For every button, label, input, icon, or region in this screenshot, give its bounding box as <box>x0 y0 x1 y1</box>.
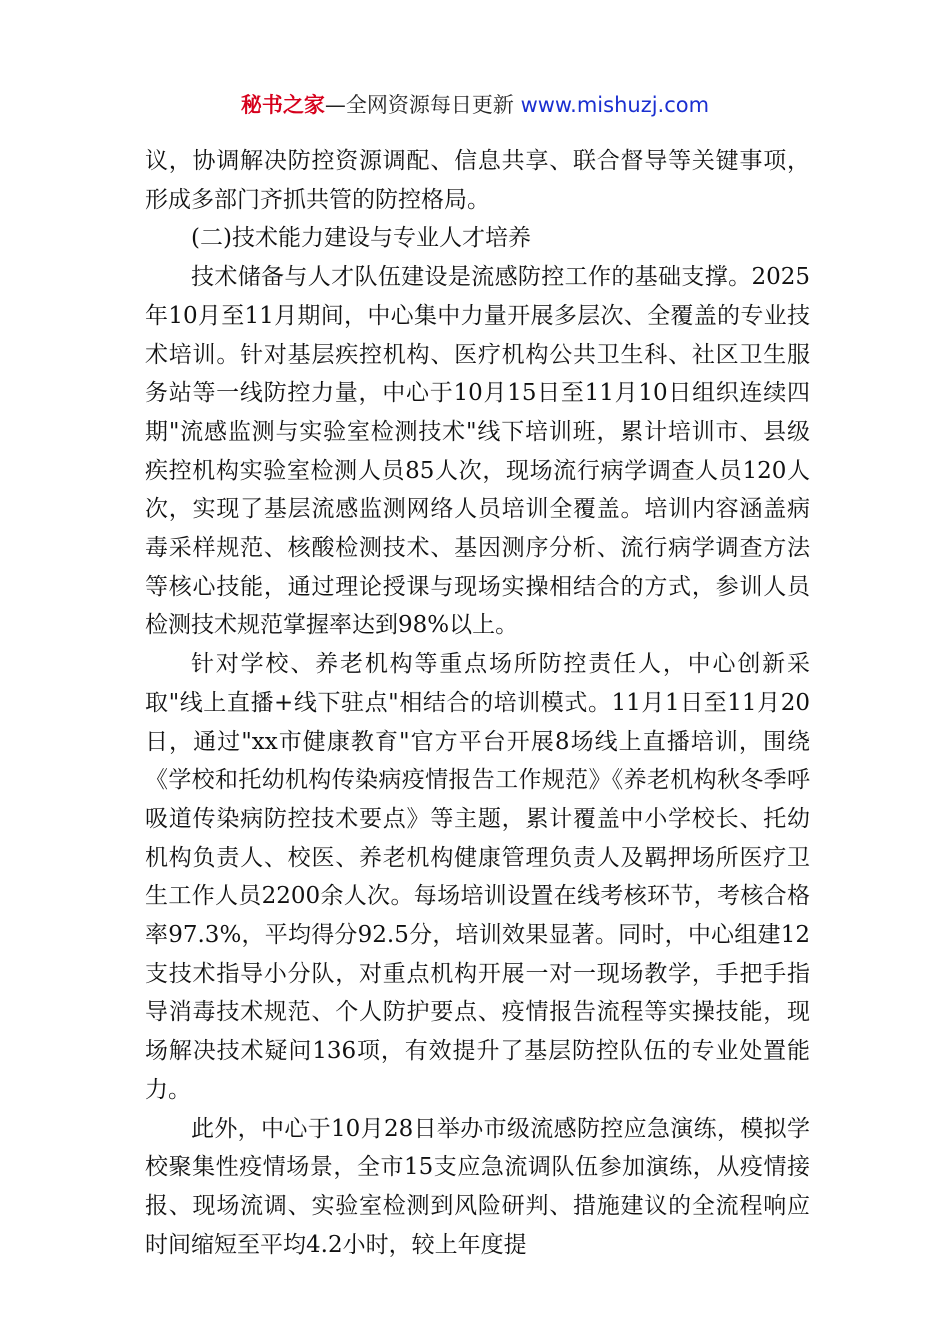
header-tagline: —全网资源每日更新 <box>324 93 521 117</box>
document-body <box>145 142 810 1264</box>
site-url-link[interactable]: www.mishuzj.com <box>520 93 710 117</box>
brand-name: 秘书之家 <box>240 93 325 117</box>
paragraph-emergency-drill: 此外，中心于10月28日举办市级流感防控应急演练，模拟学校聚集性疫情场景，全市15支应急流调队伍参加演练，从疫情接报、现场流调、实验室检测到风险研判、措施建议的全流程响应时间缩短至平均4.2小时，较上年度提 <box>145 1115 810 1258</box>
paragraph-continuation: 议，协调解决防控资源调配、信息共享、联合督导等关键事项，形成多部门齐抓共管的防控格局。 <box>145 148 810 213</box>
paragraph-key-venues-training: 针对学校、养老机构等重点场所防控责任人，中心创新采取"线上直播+线下驻点"相结合的培训模式。11月1日至11月20日，通过"xx市健康教育"官方平台开展8场线上直播培训，围绕《学校和托幼机构传染病疫情报告工作规范》《养老机构秋冬季呼吸道传染病防控技术要点》等主题，累计覆盖中小学校长、托幼机构负责人、校医、养老机构健康管理负责人及羁押场所医疗卫生工作人员2200余人次。每场培训设置在线考核环节，考核合格率97.3%，平均得分92.5分，培训效果显著。同时，中心组建12支技术指导小分队，对重点机构开展一对一现场教学，手把手指导消毒技术规范、个人防护要点、疫情报告流程等实操技能，现场解决技术疑问136项，有效提升了基层防控队伍的专业处置能力。 <box>145 651 810 1103</box>
section-heading: (二)技术能力建设与专业人才培养 <box>191 225 531 252</box>
paragraph-training-overview: 技术储备与人才队伍建设是流感防控工作的基础支撑。2025年10月至11月期间，中心集中力量开展多层次、全覆盖的专业技术培训。针对基层疾控机构、医疗机构公共卫生科、社区卫生服务站等一线防控力量，中心于10月15日至11月10日组织连续四期"流感监测与实验室检测技术"线下培训班，累计培训市、县级疾控机构实验室检测人员85人次，现场流行病学调查人员120人次，实现了基层流感监测网络人员培训全覆盖。培训内容涵盖病毒采样规范、核酸检测技术、基因测序分析、流行病学调查方法等核心技能，通过理论授课与现场实操相结合的方式，参训人员检测技术规范掌握率达到98%以上。 <box>145 264 810 639</box>
site-header <box>0 88 950 122</box>
